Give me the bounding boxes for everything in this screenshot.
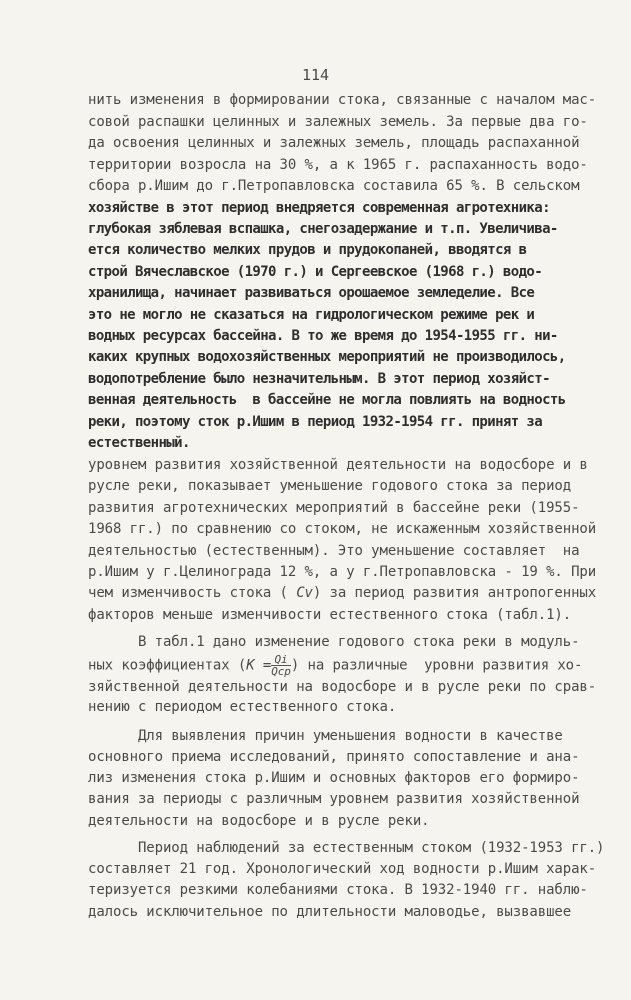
bold-text-line: строй Вячеславское (1970 г.) и Сергеевское (1968 г.) водо-: [88, 264, 543, 280]
bold-text-line: каких крупных водохозяйственных мероприятий не производилось,: [88, 349, 566, 365]
text-line-formula: [88, 654, 582, 677]
bold-text-line: водных ресурсах бассейна. В то же время до 1954-1955 гг. ни-: [88, 328, 558, 344]
fraction-numerator: Qi: [271, 654, 291, 666]
text-fragment: ) за период развития антропогенных: [312, 585, 597, 601]
text-line: нению с периодом естественного стока.: [88, 699, 397, 715]
bold-text-line: естественный.: [88, 435, 190, 451]
text-fragment: чем изменчивость стока (: [88, 585, 297, 601]
text-fragment: ных коэффициентах (: [88, 657, 247, 674]
text-line: деятельности на водосборе и в русле реки.: [88, 813, 430, 829]
text-line: вания за периоды с различным уровнем развития хозяйственной: [88, 791, 580, 807]
text-line: далось исключительное по длительности маловодье, вызвавшее: [88, 904, 572, 920]
text-line: теризуется резкими колебаниями стока. В 1932-1940 гг. наблю-: [88, 882, 588, 898]
text-line: зяйственной деятельности на водосборе и в русле реки по срав-: [88, 679, 597, 695]
text-line: Для выявления причин уменьшения водности в качестве: [88, 728, 563, 744]
text-line: составляет 21 год. Хронологический ход водности р.Ишим харак-: [88, 861, 597, 877]
bold-text-line: ется количество мелких прудов и прудокопаней, вводятся в: [88, 242, 527, 258]
bold-text-line: глубокая зяблевая вспашка, снегозадержание и т.п. Увеличива-: [88, 221, 558, 237]
text-line: основного приема исследований, принято сопоставление и ана-: [88, 749, 580, 765]
text-line: развития агротехнических мероприятий в бассейне реки (1955-: [88, 500, 580, 516]
bold-text-line: хранилища, начинает развиваться орошаемое земледелие. Все: [88, 285, 535, 301]
page-number: 114: [301, 66, 330, 84]
text-line: русле реки, показывает уменьшение годового стока за период: [88, 478, 572, 494]
text-line: р.Ишим у г.Целинограда 12 %, а у г.Петропавловска - 19 %. При: [88, 564, 597, 580]
text-line: лиз изменения стока р.Ишим и основных факторов его формиро-: [88, 770, 580, 786]
fraction-denominator: Qср: [271, 665, 291, 678]
bold-text-line: хозяйстве в этот период внедряется современная агротехника:: [88, 200, 550, 216]
bold-text-line: венная деятельность в бассейне не могла повлиять на водность: [88, 392, 566, 408]
text-line: Период наблюдений за естественным стоком (1932-1953 гг.): [88, 840, 605, 856]
text-line: 1968 гг.) по сравнению со стоком, не искаженным хозяйственной: [88, 521, 597, 537]
text-line: территории возросла на 30 %, а к 1965 г. распаханность водо-: [88, 157, 588, 173]
text-line: уровнем развития хозяйственной деятельности на водосборе и в: [88, 457, 588, 473]
text-line: деятельностью (естественным). Это уменьшение составляет на: [88, 543, 580, 559]
text-line: совой распашки целинных и залежных земель. За первые два го-: [88, 114, 588, 130]
text-line: да освоения целинных и залежных земель, площадь распаханной: [88, 135, 580, 151]
text-fragment: ) на различные уровни развития хо-: [290, 657, 583, 674]
bold-text-line: реки, поэтому сток р.Ишим в период 1932-1954 гг. принят за: [88, 414, 543, 430]
cv-symbol: Cv: [296, 585, 313, 601]
text-line: факторов меньше изменчивости естественного стока (табл.1).: [88, 607, 572, 623]
text-line: сбора р.Ишим до г.Петропавловска составила 65 %. В сельском: [88, 178, 580, 194]
text-line-cv: [88, 584, 596, 602]
text-line: В табл.1 дано изменение годового стока реки в модуль-: [88, 634, 580, 650]
bold-text-line: водопотребление было незначительным. В этот период хозяйст-: [88, 371, 550, 387]
formula-k: K =: [246, 657, 272, 674]
bold-text-line: это не могло не сказаться на гидрологическом режиме рек и: [88, 307, 535, 323]
formula-fraction: [271, 654, 291, 677]
text-line: нить изменения в формировании стока, связанные с началом мас-: [88, 92, 597, 108]
